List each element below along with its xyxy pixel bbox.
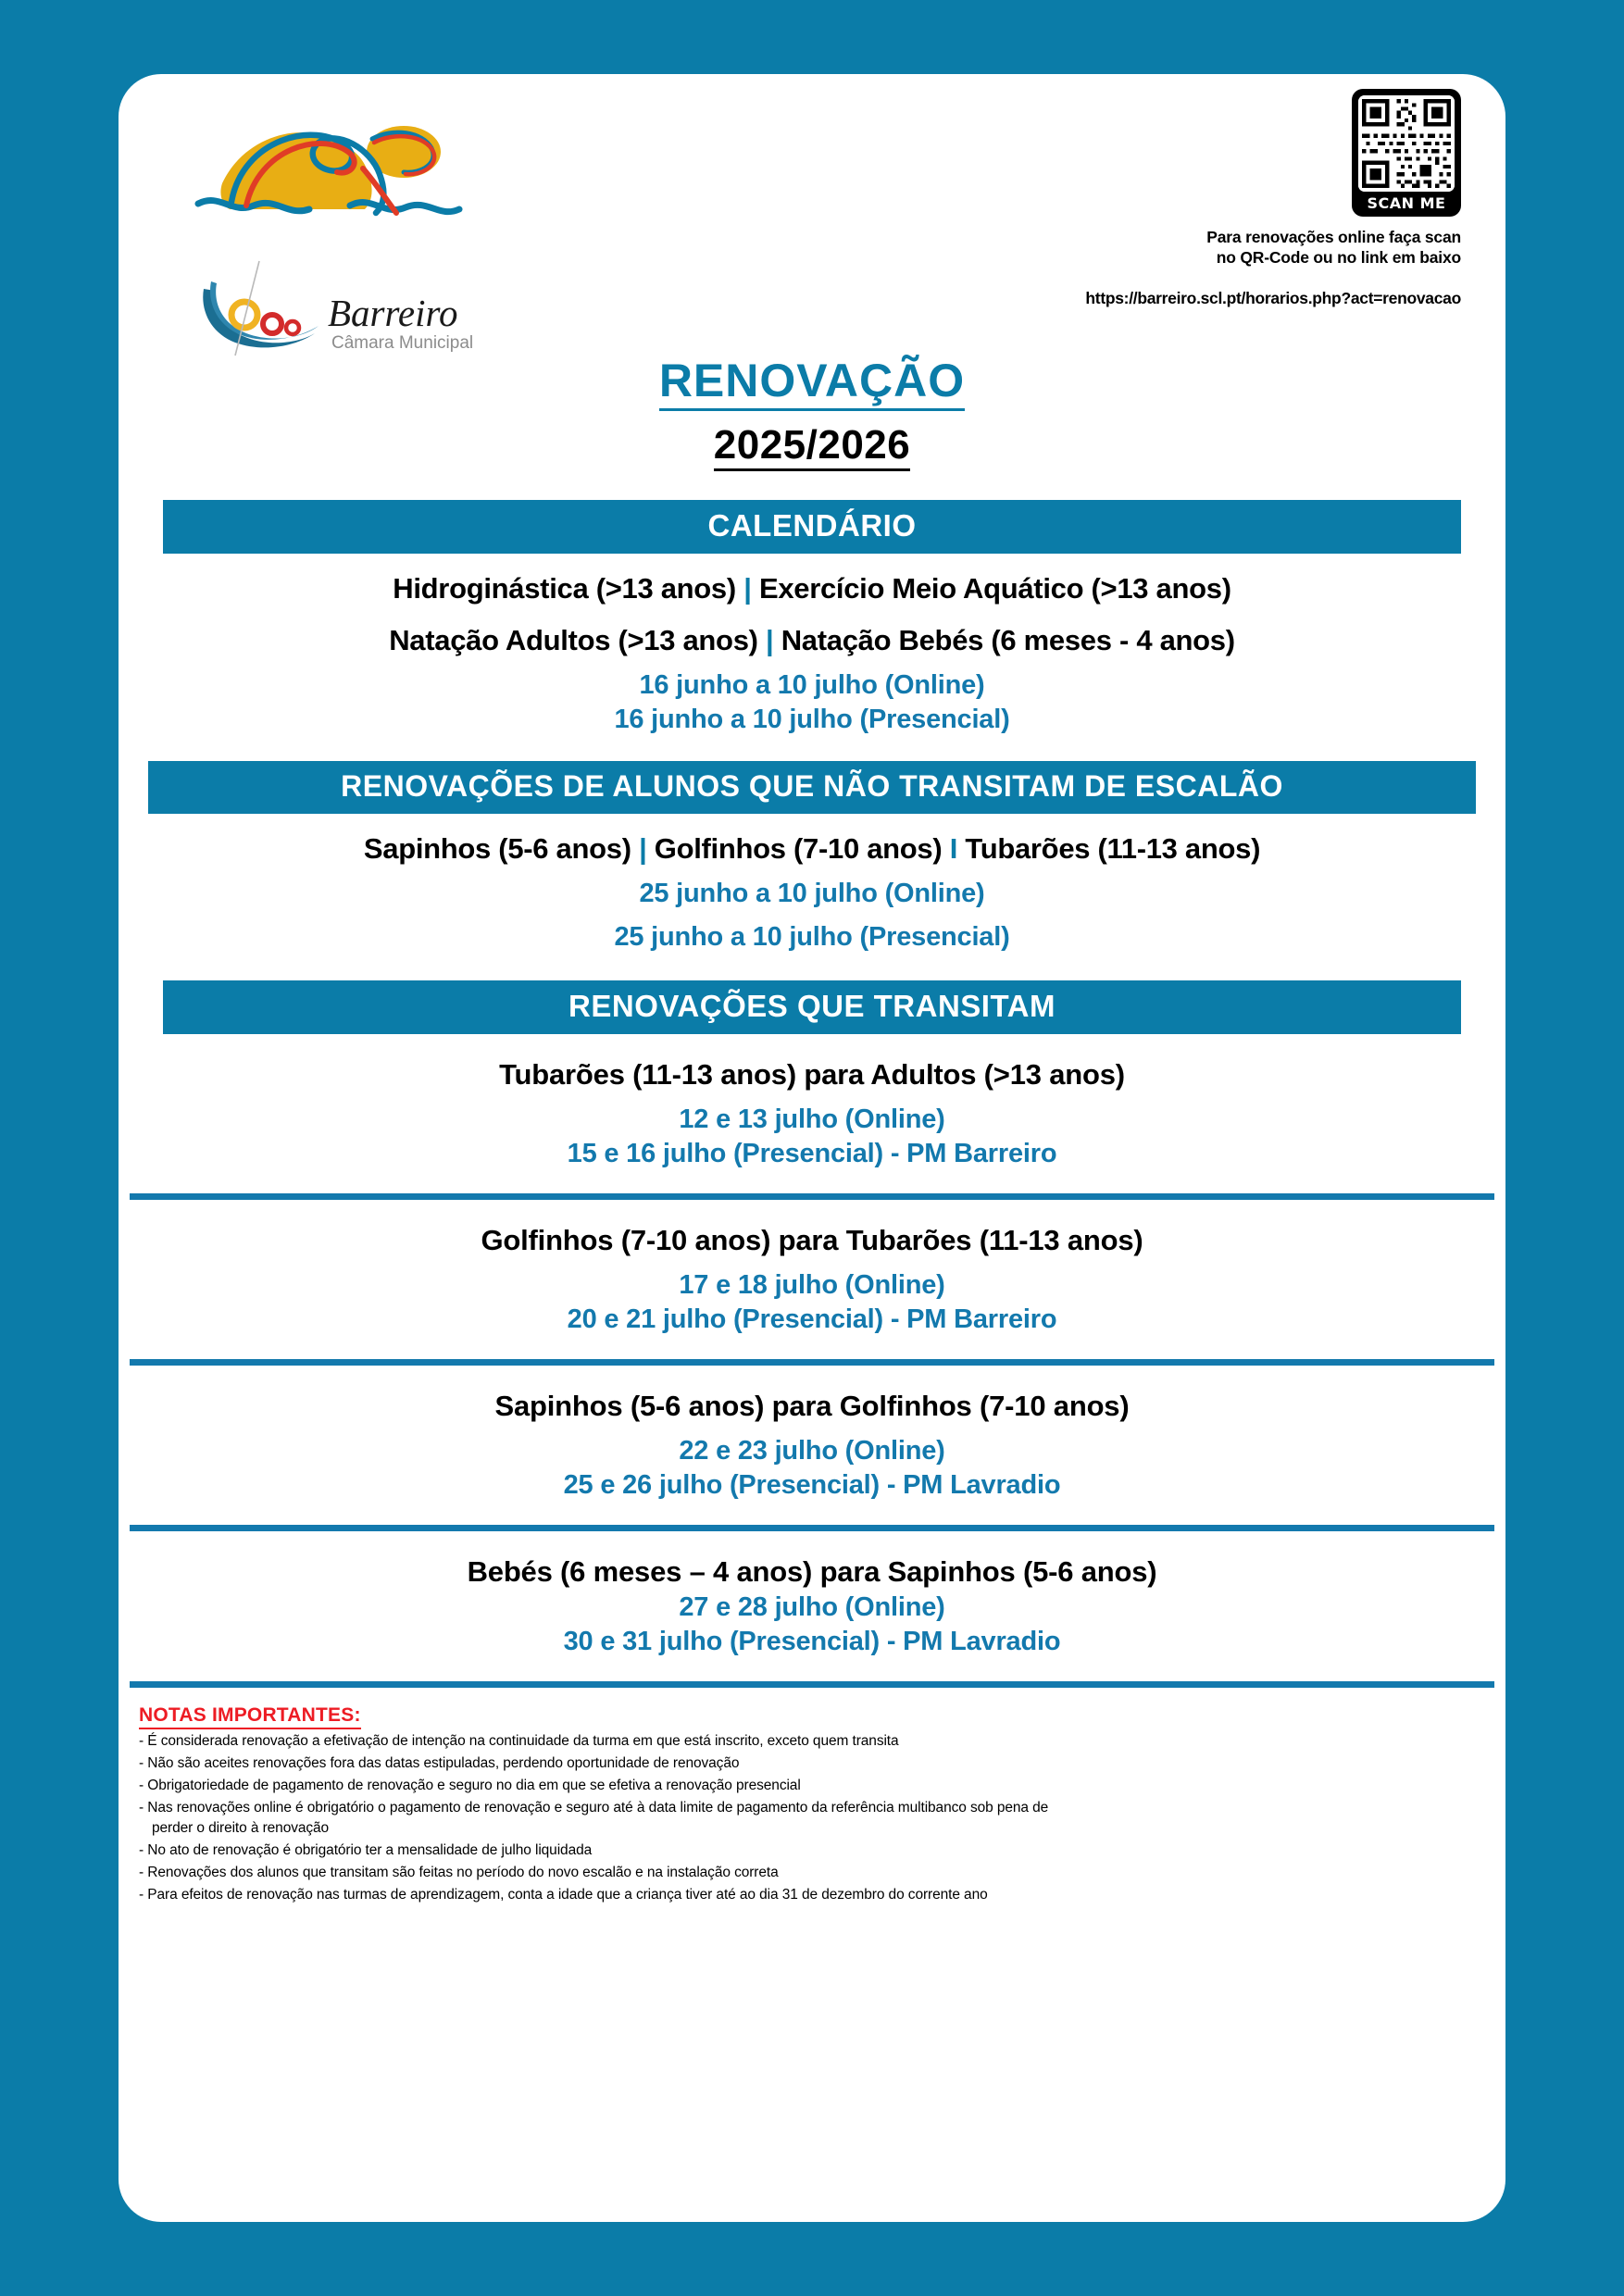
note-item: - Obrigatoriedade de pagamento de renovação e seguro no dia em que se efetiva a renovação presencial xyxy=(139,1778,801,1793)
qr-code-badge[interactable] xyxy=(1352,89,1461,217)
transition-block-bebes-sapinhos xyxy=(119,1555,1505,1657)
notes-title: NOTAS IMPORTANTES: xyxy=(139,1704,361,1729)
transition-title: Tubarões (11-13 anos) para Adultos (>13 anos) xyxy=(499,1058,1125,1091)
transition-title: Golfinhos (7-10 anos) para Tubarões (11-13 anos) xyxy=(481,1224,1143,1256)
category-golfinhos: Golfinhos (7-10 anos) xyxy=(654,832,943,865)
separator-pipe: | xyxy=(766,624,774,656)
transition-title: Sapinhos (5-6 anos) para Golfinhos (7-10 anos) xyxy=(494,1390,1130,1422)
page-subtitle xyxy=(119,422,1505,468)
banner-calendario: CALENDÁRIO xyxy=(163,500,1461,554)
transition-date-online: 12 e 13 julho (Online) xyxy=(679,1104,945,1134)
scan-me-label: SCAN ME xyxy=(1367,194,1446,212)
category-sapinhos: Sapinhos (5-6 anos) xyxy=(363,832,631,865)
separator-pipe: | xyxy=(639,832,647,865)
qr-code-icon xyxy=(1358,95,1455,192)
transition-date-presencial: 20 e 21 julho (Presencial) - PM Barreiro xyxy=(567,1304,1057,1334)
section-nao-transitam xyxy=(119,832,1505,953)
category-natacao-adultos: Natação Adultos (>13 anos) xyxy=(389,624,758,656)
note-item: - Nas renovações online é obrigatório o pagamento de renovação e seguro até à data limite de pagamento da referência multibanco sob pena de xyxy=(139,1800,1049,1816)
banner-nao-transitam: RENOVAÇÕES DE ALUNOS QUE NÃO TRANSITAM DE ESCALÃO xyxy=(148,761,1476,814)
note-item-continuation: perder o direito à renovação xyxy=(152,1820,330,1836)
divider-rule xyxy=(130,1193,1494,1200)
divider-rule xyxy=(130,1525,1494,1531)
transition-block-golfinhos-tubaroes xyxy=(119,1224,1505,1335)
transition-date-presencial: 30 e 31 julho (Presencial) - PM Lavradio xyxy=(563,1627,1061,1656)
separator-pipe: | xyxy=(743,572,752,605)
cm-logo-title: Barreiro xyxy=(328,292,458,334)
note-item: - É considerada renovação a efetivação de intenção na continuidade da turma em que está inscrito, exceto quem transita xyxy=(139,1733,899,1749)
calendario-date-presencial: 16 junho a 10 julho (Presencial) xyxy=(614,705,1010,734)
category-exercicio-meio-aquatico: Exercício Meio Aquático (>13 anos) xyxy=(758,572,1231,605)
separator-pipe: I xyxy=(949,832,958,865)
note-item: - Não são aceites renovações fora das datas estipuladas, perdendo oportunidade de renovação xyxy=(139,1755,740,1771)
banner-transitam: RENOVAÇÕES QUE TRANSITAM xyxy=(163,980,1461,1034)
category-tubaroes: Tubarões (11-13 anos) xyxy=(965,832,1261,865)
barreiro-camara-municipal-logo xyxy=(183,257,489,357)
poster-page xyxy=(119,74,1505,2222)
section-calendario xyxy=(119,572,1505,735)
calendario-categories-line2 xyxy=(119,624,1505,657)
transition-block-tubaroes-adultos xyxy=(119,1058,1505,1169)
qr-caption-line1: Para renovações online faça scan xyxy=(1206,228,1461,246)
note-item: - No ato de renovação é obrigatório ter a mensalidade de julho liquidada xyxy=(139,1842,593,1858)
renewal-link[interactable]: https://barreiro.scl.pt/horarios.php?act=renovacao xyxy=(1085,288,1461,307)
category-natacao-bebes: Natação Bebés (6 meses - 4 anos) xyxy=(781,624,1235,656)
qr-block xyxy=(868,89,1461,308)
important-notes xyxy=(139,1704,1485,1905)
calendario-date-online: 16 junho a 10 julho (Online) xyxy=(639,670,985,700)
transition-date-presencial: 15 e 16 julho (Presencial) - PM Barreiro xyxy=(567,1139,1057,1168)
qr-caption-line2: no QR-Code ou no link em baixo xyxy=(1216,247,1461,267)
divider-rule xyxy=(130,1681,1494,1688)
page-title-text: RENOVAÇÃO xyxy=(659,355,965,411)
nao-transitam-date-online: 25 junho a 10 julho (Online) xyxy=(639,879,985,908)
swimmer-wave-logo xyxy=(174,94,480,252)
transition-date-online: 22 e 23 julho (Online) xyxy=(679,1436,945,1466)
calendario-categories-line1 xyxy=(119,572,1505,605)
transition-date-online: 27 e 28 julho (Online) xyxy=(679,1592,945,1622)
note-item: - Renovações dos alunos que transitam são feitas no período do novo escalão e na instalação correta xyxy=(139,1865,779,1880)
nao-transitam-categories xyxy=(119,832,1505,866)
poster-header xyxy=(119,74,1505,426)
qr-caption xyxy=(868,228,1461,268)
note-item: - Para efeitos de renovação nas turmas de aprendizagem, conta a idade que a criança tiver até ao dia 31 de dezembro do corrente ano xyxy=(139,1887,988,1903)
transition-title: Bebés (6 meses – 4 anos) para Sapinhos (5-6 anos) xyxy=(467,1555,1157,1588)
cm-logo-subtitle: Câmara Municipal xyxy=(331,333,474,353)
logo-group xyxy=(174,94,563,357)
transition-date-presencial: 25 e 26 julho (Presencial) - PM Lavradio xyxy=(563,1470,1061,1500)
transition-date-online: 17 e 18 julho (Online) xyxy=(679,1270,945,1300)
transition-block-sapinhos-golfinhos xyxy=(119,1390,1505,1501)
nao-transitam-date-presencial: 25 junho a 10 julho (Presencial) xyxy=(614,922,1010,952)
category-hidroginastica: Hidroginástica (>13 anos) xyxy=(393,572,736,605)
divider-rule xyxy=(130,1359,1494,1366)
page-subtitle-text: 2025/2026 xyxy=(714,422,911,471)
